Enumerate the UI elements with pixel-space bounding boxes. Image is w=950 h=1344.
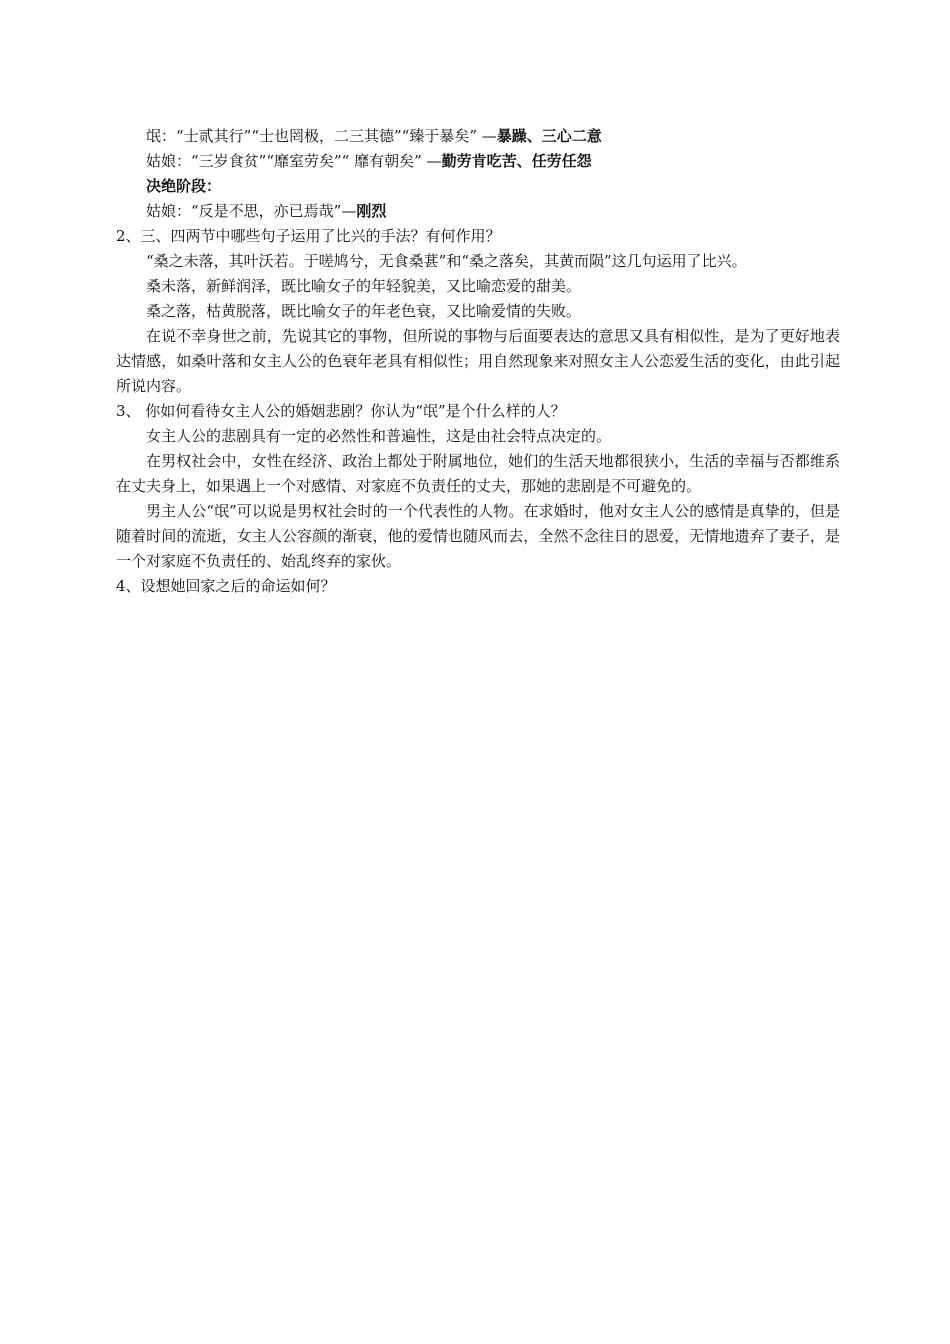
quote-text: 姑娘：“三岁食贫”“靡室劳矣”“ 靡有朝矣” —: [146, 152, 442, 170]
quote-text: 姑娘：“反是不思，亦已焉哉”—: [146, 202, 357, 220]
character-line-girl-final: [116, 199, 840, 224]
character-line-mang: [116, 124, 840, 149]
trait-label: 勤劳肯吃苦、任劳任怨: [441, 152, 592, 170]
answer-2-paragraph: 在说不幸身世之前，先说其它的事物，但所说的事物与后面要表达的意思又具有相似性，是为了更好地表达情感，如桑叶落和女主人公的色衰年老具有相似性；用自然现象来对照女主人公恋爱生活的变化，由此引起所说内容。: [116, 327, 840, 395]
section-heading: 决绝阶段：: [146, 177, 222, 195]
answer-2-paragraph: 桑之落，枯黄脱落，既比喻女子的年老色衰，又比喻爱情的失败。: [146, 302, 582, 320]
answer-3-paragraph: 女主人公的悲剧具有一定的必然性和普遍性，这是由社会特点决定的。: [146, 427, 612, 445]
answer-2-paragraph: “桑之未落，其叶沃若。于嗟鸠兮，无食桑葚”和“桑之落矣，其黄而陨”这几句运用了比兴。: [146, 252, 747, 270]
character-line-girl: [116, 149, 840, 174]
answer-2-paragraph: 桑未落，新鲜润泽，既比喻女子的年轻貌美，又比喻恋爱的甜美。: [146, 277, 582, 295]
quote-text: 氓：“士贰其行”“士也罔极，二三其德”“臻于暴矣” —: [146, 127, 497, 145]
trait-label: 刚烈: [356, 202, 387, 220]
trait-label: 暴躁、三心二意: [496, 127, 602, 145]
question-4: 4、设想她回家之后的命运如何？: [116, 577, 336, 595]
answer-3-paragraph: 男主人公“氓”可以说是男权社会时的一个代表性的人物。在求婚时，他对女主人公的感情是真挚的，但是随着时间的流逝，女主人公容颜的渐衰，他的爱情也随风而去，全然不念往日的恩爱，无情地遗弃了妻子，是一个对家庭不负责任的、始乱终弃的家伙。: [116, 502, 840, 570]
document-body: [116, 124, 840, 599]
question-3: 3、 你如何看待女主人公的婚姻悲剧？你认为“氓”是个什么样的人？: [116, 402, 566, 420]
question-2: 2、三、四两节中哪些句子运用了比兴的手法？有何作用？: [116, 227, 501, 245]
answer-3-paragraph: 在男权社会中，女性在经济、政治上都处于附属地位，她们的生活天地都很狭小，生活的幸福与否都维系在丈夫身上，如果遇上一个对感情、对家庭不负责任的丈夫，那她的悲剧是不可避免的。: [116, 452, 840, 495]
